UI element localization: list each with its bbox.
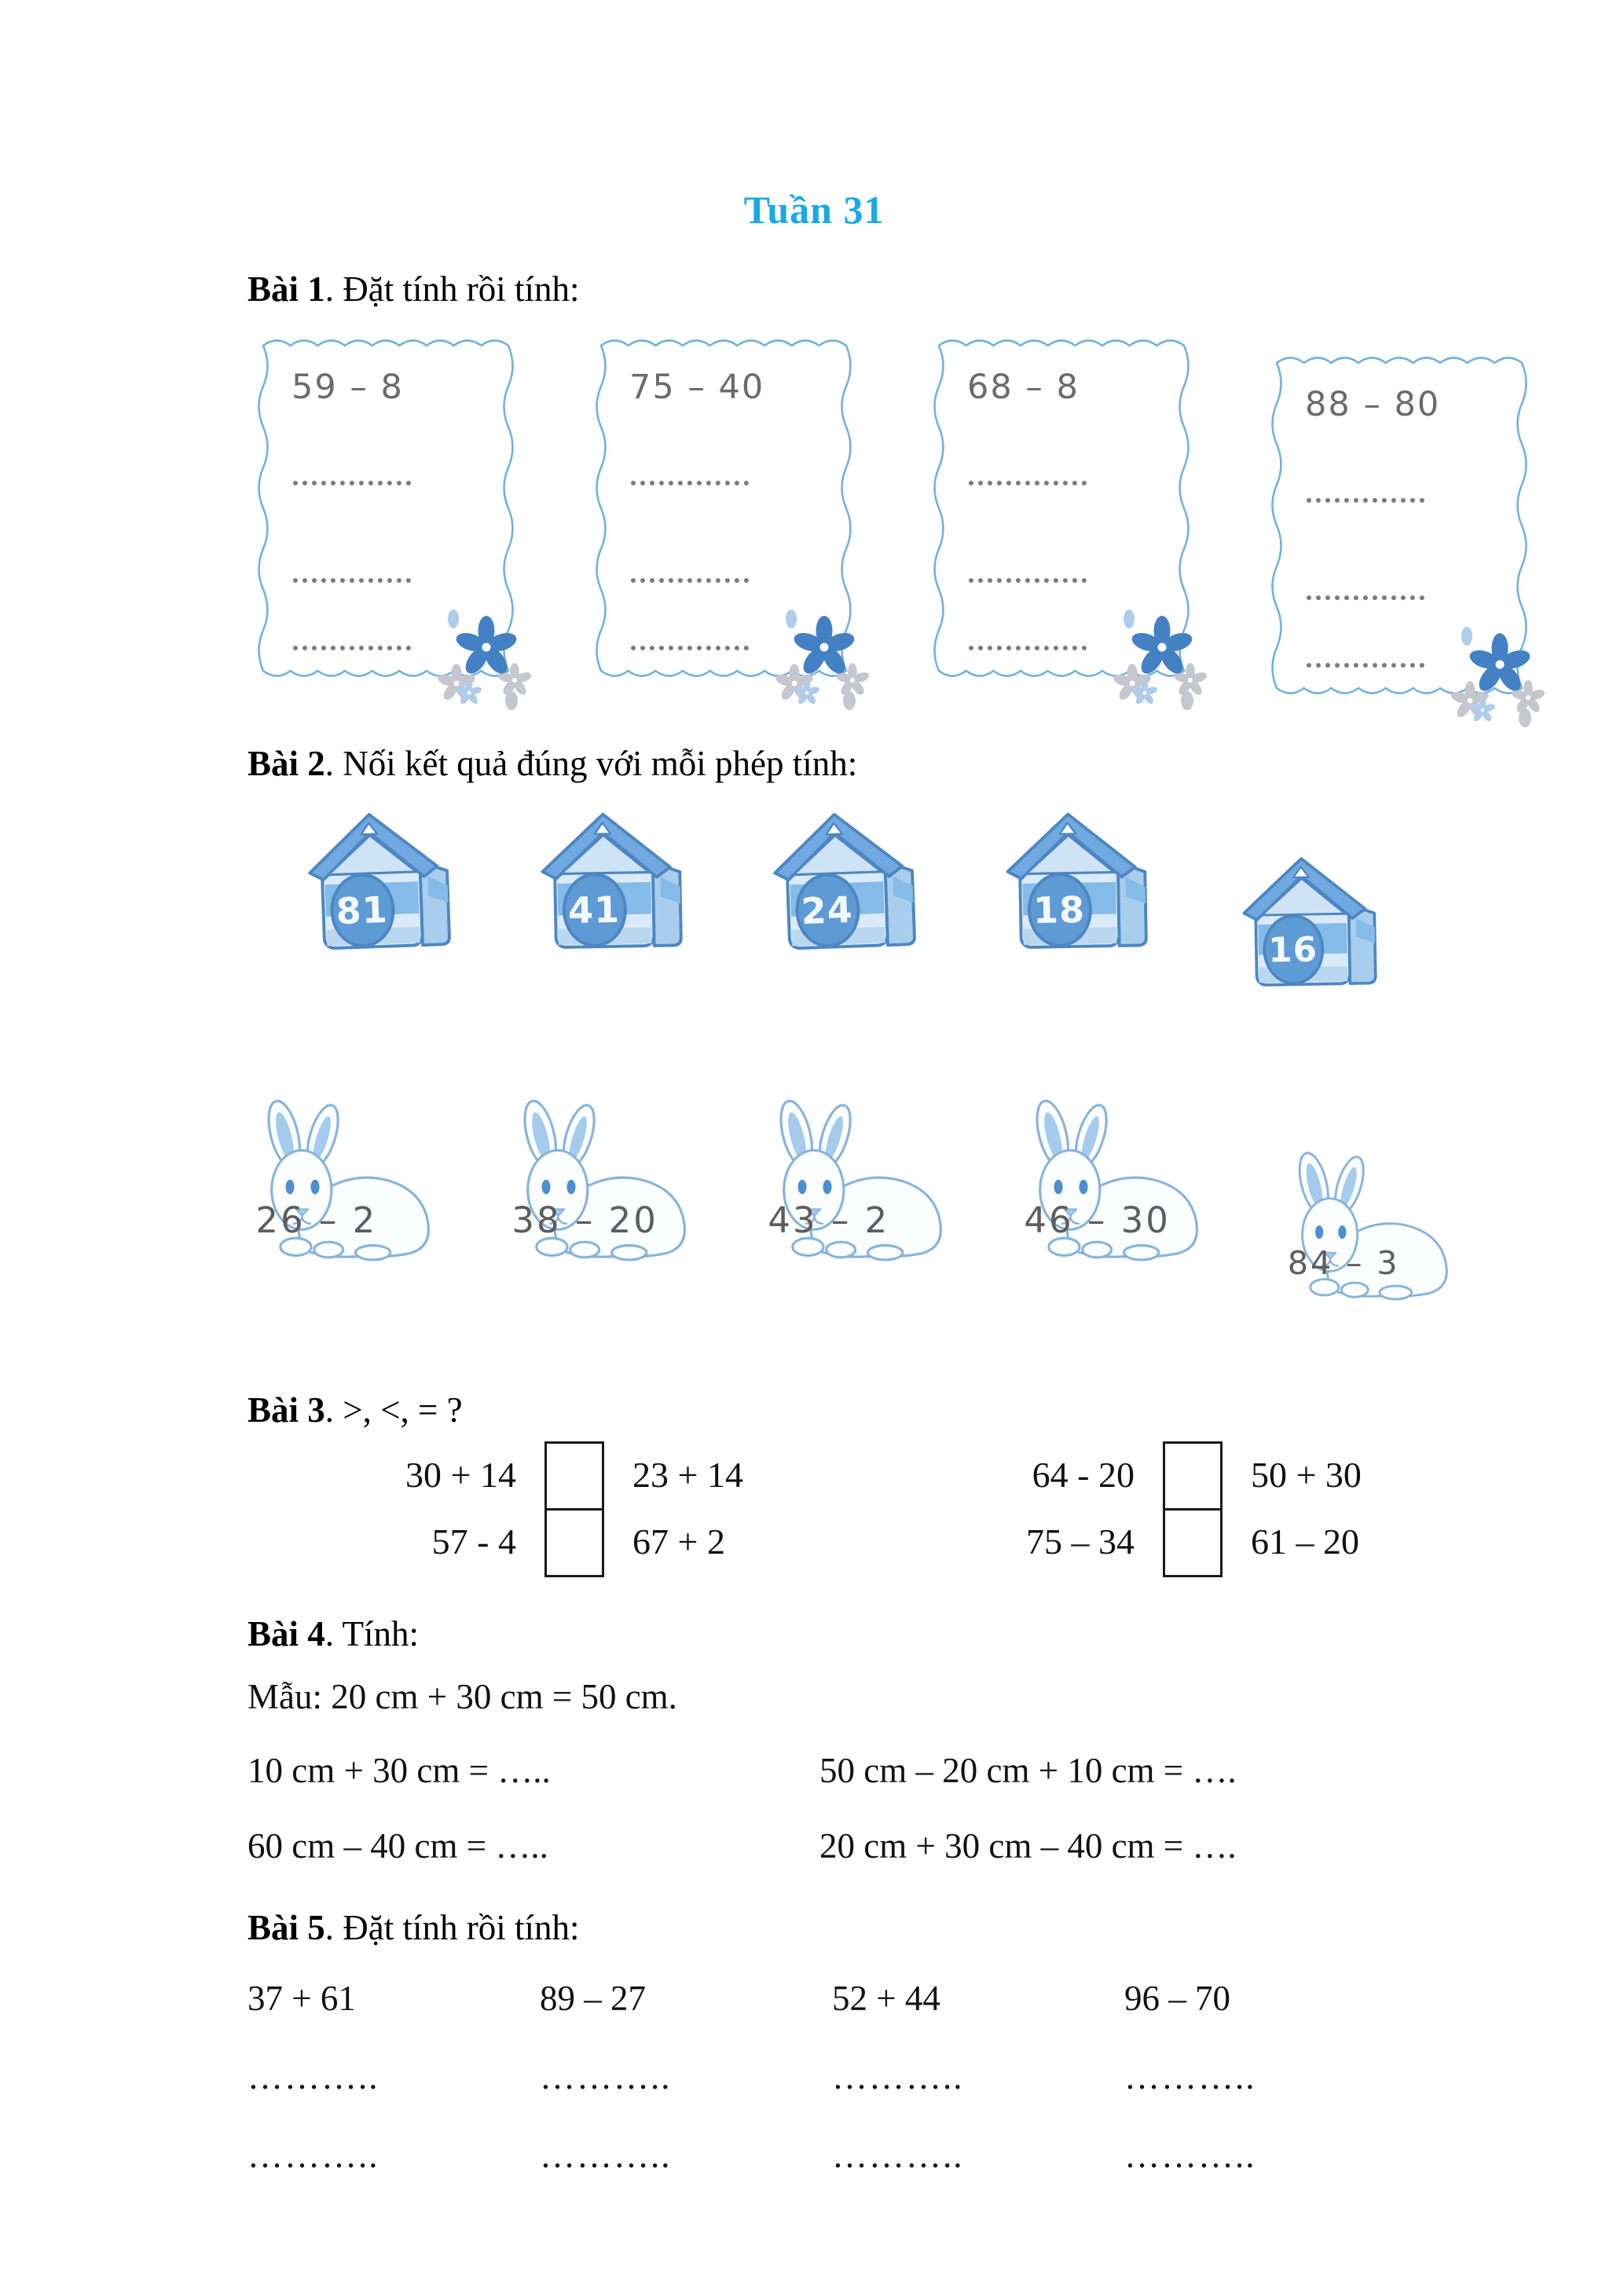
- comparison-right-column: [1223, 1441, 1362, 1575]
- answer-card: [931, 333, 1192, 683]
- compare-right-value: 50 + 30: [1250, 1455, 1362, 1495]
- exercise-1-number: Bài 1: [247, 269, 325, 309]
- rabbit-expression: 26 – 2: [255, 1199, 378, 1242]
- card-answer-line: [969, 646, 1087, 650]
- exercise-3-number: Bài 3: [247, 1390, 325, 1430]
- rabbit-icon: [247, 1094, 450, 1270]
- house-number: 41: [567, 888, 621, 932]
- compare-right-value: 23 + 14: [632, 1455, 743, 1495]
- rabbit-expression: 46 – 30: [1024, 1199, 1171, 1242]
- exercise-5-number: Bài 5: [247, 1908, 325, 1947]
- exercise-1-instruction: . Đặt tính rồi tính:: [324, 269, 580, 309]
- card-answer-line: [631, 578, 749, 583]
- problem-expression: 37 + 61: [247, 1979, 356, 2018]
- answer-dots: ………..: [540, 2057, 672, 2096]
- exercise-2-rabbits: [247, 1094, 1530, 1353]
- page-title: Tuần 31: [743, 188, 885, 232]
- rabbit-drawing: [504, 1094, 706, 1270]
- rabbit-icon: [1016, 1094, 1219, 1270]
- house-number: 18: [1032, 888, 1086, 932]
- rabbit-drawing: [1016, 1094, 1219, 1270]
- house-icon: [290, 798, 479, 971]
- house-drawing: [290, 798, 479, 971]
- problem-expression: 89 – 27: [540, 1979, 646, 2018]
- compare-left-value: 30 + 14: [405, 1455, 516, 1495]
- card-answer-line: [1307, 595, 1424, 600]
- compare-answer-box: [1163, 1508, 1223, 1577]
- rabbit-drawing: [247, 1094, 450, 1270]
- house-drawing: [755, 798, 944, 971]
- exercise-4-problems: [247, 1750, 1530, 1866]
- card-answer-line: [1307, 498, 1424, 503]
- exercise-1-heading: [247, 269, 1530, 309]
- compare-left-value: 57 - 4: [431, 1522, 516, 1562]
- exercise-3-instruction: . >, <, = ?: [324, 1390, 463, 1430]
- answer-dots: ………..: [247, 2057, 379, 2096]
- house-icon: [989, 800, 1176, 969]
- compare-left-value: 64 - 20: [1032, 1455, 1135, 1495]
- exercise-4-sample: Mẫu: 20 cm + 30 cm = 50 cm.: [247, 1677, 677, 1716]
- card-answer-line: [631, 646, 749, 650]
- exercise-2-instruction: . Nối kết quả đúng với mỗi phép tính:: [324, 744, 858, 783]
- comparison-left-column: [985, 1441, 1163, 1575]
- card-answer-line: [631, 481, 749, 485]
- house-icon: [755, 798, 944, 971]
- house-drawing: [1226, 844, 1404, 1005]
- house-number: 24: [800, 888, 854, 932]
- exercise-5-instruction: . Đặt tính rồi tính:: [324, 1908, 580, 1947]
- answer-dots: ………..: [1124, 2057, 1256, 2096]
- comparison-group: [367, 1441, 743, 1577]
- rabbit-drawing: [760, 1094, 962, 1270]
- rabbit-drawing: [1280, 1147, 1466, 1309]
- compare-left-value: 75 – 34: [1025, 1522, 1135, 1562]
- house-icon: [1226, 844, 1404, 1005]
- exercise-5-heading: [247, 1907, 1530, 1948]
- comparison-right-column: [604, 1441, 743, 1575]
- rabbit-expression: 38 – 20: [511, 1199, 658, 1242]
- problem-line: 50 cm – 20 cm + 10 cm = ….: [819, 1751, 1237, 1790]
- comparison-group: [985, 1441, 1362, 1577]
- exercise-1-cards: [255, 333, 1530, 702]
- card-answer-line: [293, 646, 411, 650]
- compare-right-value: 67 + 2: [632, 1522, 725, 1562]
- comparison-boxes: [1163, 1441, 1223, 1577]
- answer-card: [255, 333, 516, 683]
- card-answer-line: [1307, 663, 1424, 668]
- problem-line: 60 cm – 40 cm = …..: [247, 1826, 548, 1866]
- rabbit-icon: [504, 1094, 706, 1270]
- answer-dots: ………..: [832, 2136, 964, 2175]
- card-answer-line: [293, 481, 411, 485]
- house-number: 81: [335, 888, 389, 932]
- house-drawing: [524, 800, 711, 969]
- compare-answer-box: [1163, 1441, 1223, 1511]
- card-answer-line: [293, 578, 411, 583]
- exercise-4-heading: [247, 1613, 1530, 1654]
- card-answer-line: [969, 481, 1087, 485]
- card-expression: 68 – 8: [967, 368, 1080, 407]
- answer-dots: ………..: [247, 2136, 379, 2175]
- exercise-3-heading: [247, 1390, 1530, 1430]
- exercise-4-instruction: . Tính:: [324, 1614, 419, 1653]
- answer-card: [1269, 350, 1530, 701]
- answer-dots: ………..: [832, 2057, 964, 2096]
- house-icon: [524, 800, 711, 969]
- problem-line: 20 cm + 30 cm – 40 cm = ….: [819, 1826, 1237, 1866]
- problem-line: 10 cm + 30 cm = …..: [247, 1751, 551, 1790]
- problem-expression: 52 + 44: [832, 1979, 940, 2018]
- card-expression: 75 – 40: [629, 368, 765, 407]
- problem-expression: 96 – 70: [1124, 1979, 1230, 2018]
- rabbit-expression: 43 – 2: [768, 1199, 890, 1242]
- compare-answer-box: [544, 1508, 604, 1577]
- rabbit-expression: 84 – 3: [1287, 1243, 1400, 1283]
- comparison-left-column: [367, 1441, 544, 1575]
- card-expression: 88 – 80: [1305, 385, 1441, 424]
- flower-icon: [1093, 589, 1219, 715]
- card-expression: 59 – 8: [291, 368, 404, 407]
- flower-icon: [417, 589, 543, 715]
- compare-answer-box: [544, 1441, 604, 1511]
- exercise-2-houses: [293, 801, 1530, 1002]
- exercise-2-number: Bài 2: [247, 744, 325, 783]
- compare-right-value: 61 – 20: [1250, 1522, 1359, 1562]
- rabbit-icon: [760, 1094, 962, 1270]
- house-drawing: [989, 800, 1176, 969]
- card-answer-line: [969, 578, 1087, 583]
- exercise-4-number: Bài 4: [247, 1614, 325, 1653]
- comparison-boxes: [544, 1441, 604, 1577]
- answer-dots: ………..: [540, 2136, 672, 2175]
- exercise-5-problems: [247, 1978, 1530, 2176]
- answer-dots: ………..: [1124, 2136, 1256, 2175]
- rabbit-icon: [1280, 1147, 1466, 1309]
- flower-icon: [1431, 606, 1556, 732]
- answer-card: [593, 333, 854, 683]
- flower-icon: [755, 589, 881, 715]
- house-number: 16: [1267, 928, 1318, 970]
- exercise-3-comparisons: [247, 1441, 1530, 1577]
- exercise-2-heading: [247, 743, 1530, 784]
